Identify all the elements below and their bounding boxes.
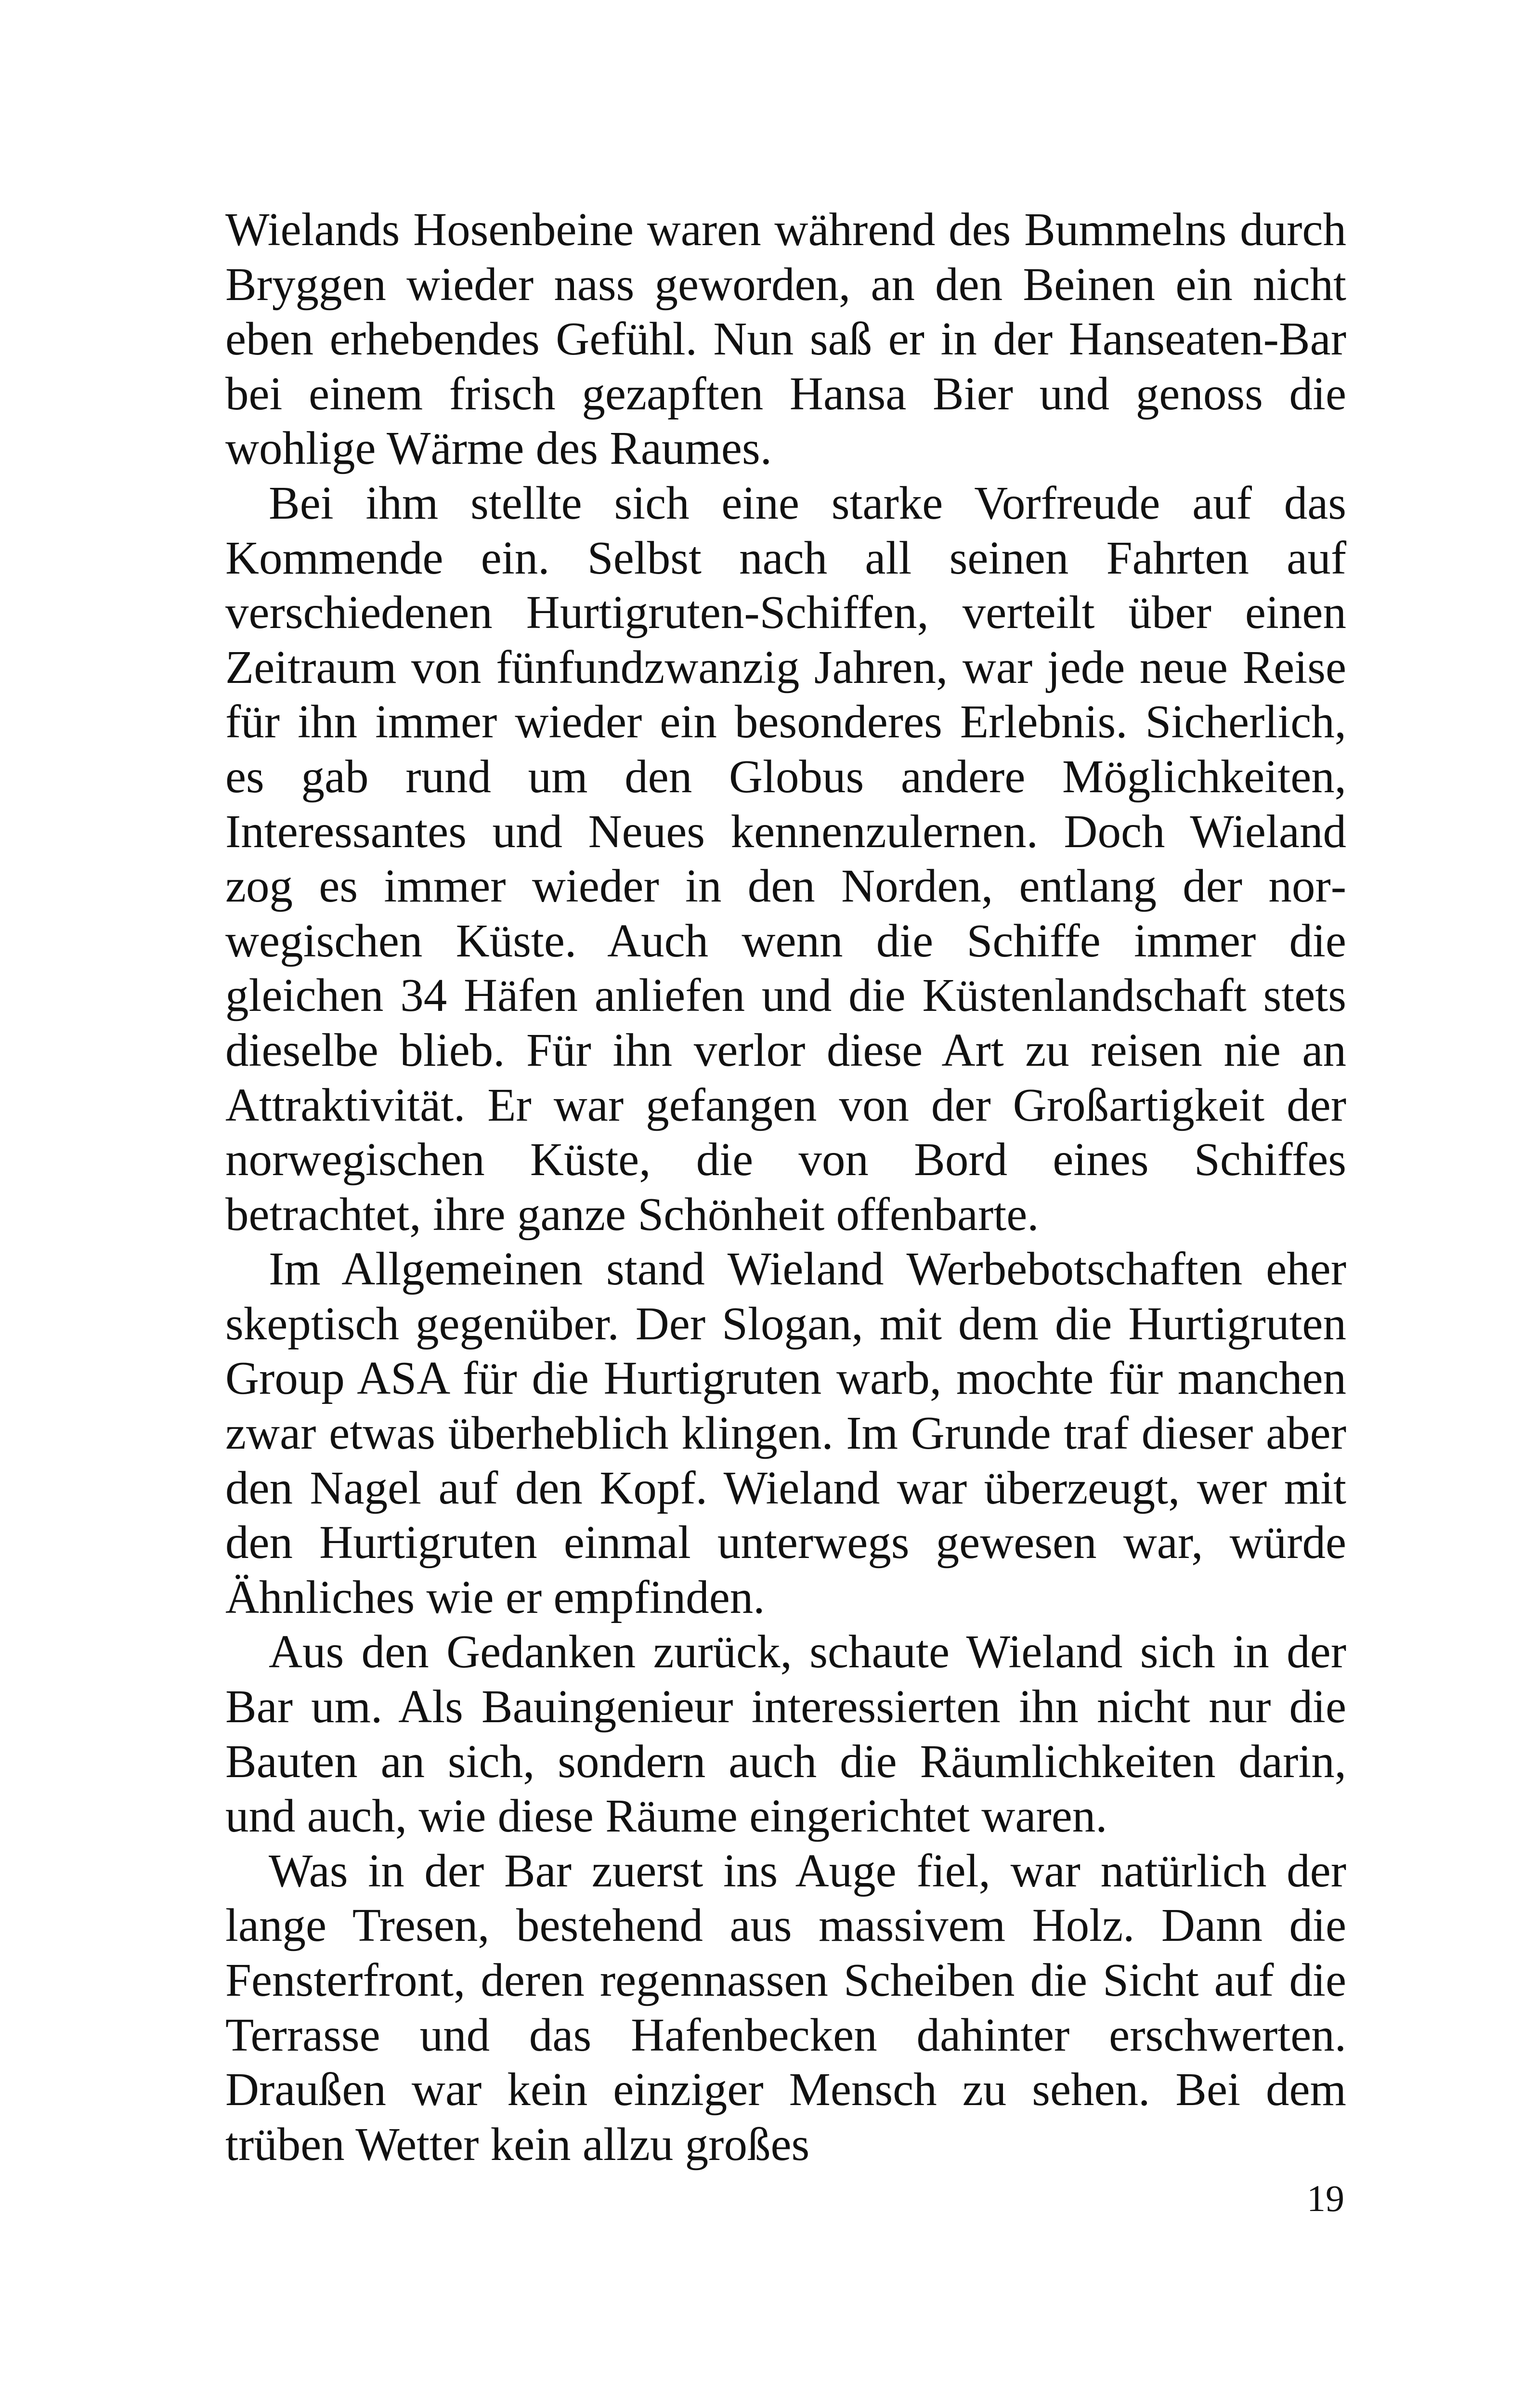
paragraph-3: Im Allgemeinen stand Wieland Werbebotschaften eher skeptisch gegenüber. Der Slogan, mit dem die Hurtigruten Group ASA für die Hurtigruten warb, mochte für manchen zwar etwas überheblich klingen. Im Grunde traf dieser aber den Nagel auf den Kopf. Wieland war überzeugt, wer mit den Hurtigruten einmal unterwegs gewesen war, würde Ähnliches wie er empfinden. (225, 1243, 1346, 1623)
page-number: 19 (1307, 2177, 1344, 2219)
paragraph-1: Wielands Hosenbeine waren während des Bummelns durch Bryggen wieder nass geworden, an den Beinen ein nicht eben erhebendes Gefühl. Nun saß er in der Hanseaten-Bar bei einem frisch gezapften Hansa Bier und genoss die wohlige Wärme des Raumes. (225, 204, 1346, 474)
paragraph-4: Aus den Gedanken zurück, schaute Wieland sich in der Bar um. Als Bauingenieur interessierten ihn nicht nur die Bauten an sich, sondern auch die Räumlichkeiten darin, und auch, wie diese Räume eingerichtet waren. (225, 1626, 1346, 1842)
paragraph-5: Was in der Bar zuerst ins Auge fiel, war natürlich der lange Tresen, bestehend aus massivem Holz. Dann die Fensterfront, deren regennassen Scheiben die Sicht auf die Terrasse und das Hafenbecken dahinter erschwerten. Draußen war kein einziger Mensch zu sehen. Bei dem trüben Wetter kein allzu großes (225, 1845, 1346, 2170)
paragraph-2: Bei ihm stellte sich eine starke Vorfreude auf das Kommende ein. Selbst nach all seinen Fahrten auf verschiedenen Hurtigruten-Schiffen, verteilt über einen Zeitraum von fünfundzwanzig Jahren, war jede neue Reise für ihn immer wieder ein besonderes Erlebnis. Sicherlich, es gab rund um den Globus andere Möglichkeiten, Interessantes und Neues kennenzulernen. Doch Wieland zog es immer wieder in den Norden, entlang der norwegischen Küste. Auch wenn die Schiffe immer die gleichen 34 Häfen anliefen und die Küstenlandschaft stets dieselbe blieb. Für ihn verlor diese Art zu reisen nie an Attraktivität. Er war gefangen von der Großartigkeit der norwegischen Küste, die von Bord eines Schiffes betrachtet, ihre ganze Schönheit offenbarte. (225, 477, 1346, 1240)
body-text (225, 202, 1346, 2172)
